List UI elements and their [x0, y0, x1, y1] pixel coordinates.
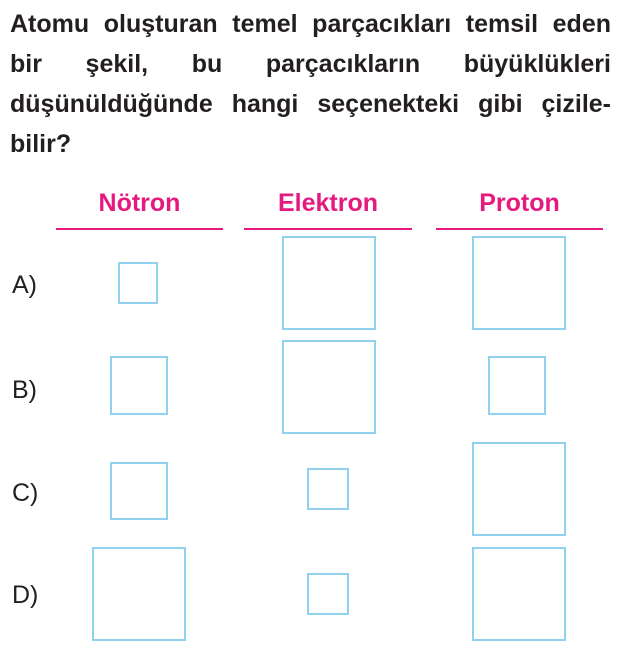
option-b-proton-square — [488, 356, 546, 415]
option-a-proton-square — [472, 236, 566, 330]
column-header-proton: Proton — [436, 186, 603, 230]
column-header-elektron: Elektron — [244, 186, 412, 230]
option-d-elektron-square — [307, 573, 349, 615]
option-d-notron-square — [92, 547, 186, 641]
option-d-proton-square — [472, 547, 566, 641]
option-b-notron-square — [110, 356, 168, 415]
question-text: Atomu oluşturan temel parçacıkları temsil eden bir şekil, bu parçacıkların büyüklükleri düşünüldüğünde hangi seçenekteki gibi çizile-bilir? — [10, 10, 611, 158]
option-b-label[interactable]: B) — [12, 376, 37, 404]
column-header-notron: Nötron — [56, 186, 223, 230]
option-c-elektron-square — [307, 468, 349, 510]
option-a-elektron-square — [282, 236, 376, 330]
option-c-notron-square — [110, 462, 168, 520]
option-c-proton-square — [472, 442, 566, 536]
option-a-label[interactable]: A) — [12, 271, 37, 299]
option-a-notron-square — [118, 262, 158, 304]
option-c-label[interactable]: C) — [12, 479, 39, 507]
option-b-elektron-square — [282, 340, 376, 434]
option-d-label[interactable]: D) — [12, 581, 39, 609]
